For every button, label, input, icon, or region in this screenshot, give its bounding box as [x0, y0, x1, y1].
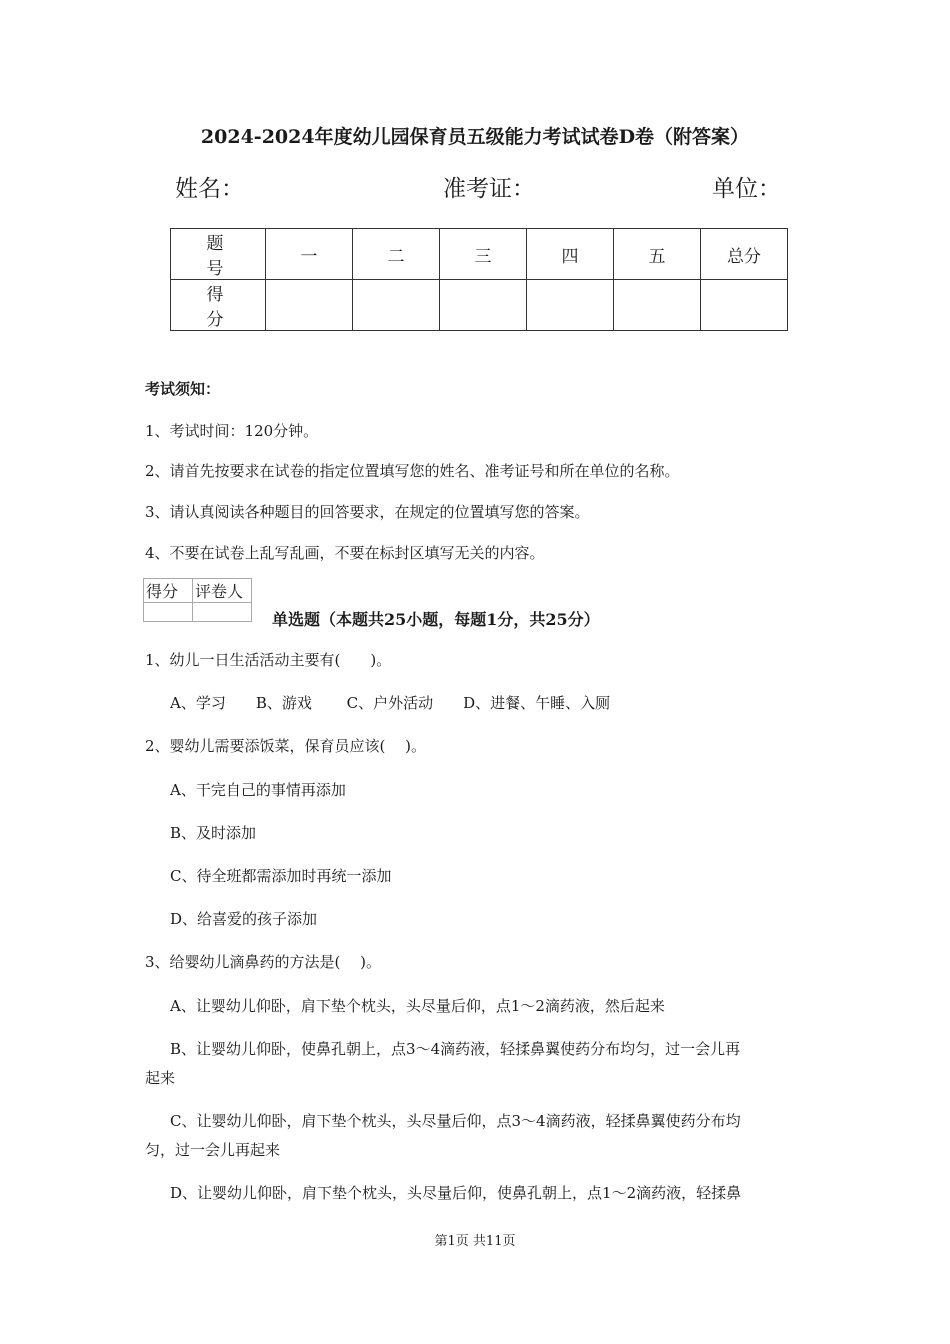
instruction-item: 1、考试时间：120分钟。 [145, 422, 319, 440]
exam-id-label: 准考证： [443, 176, 535, 202]
score-table-cell: 总分 [701, 229, 788, 280]
question-option: B、让婴幼儿仰卧，使鼻孔朝上，点3～4滴药液，轻揉鼻翼使药分布均匀，过一会儿再 [170, 1040, 741, 1058]
score-table-cell: 一 [266, 229, 353, 280]
score-table-cell: 二 [353, 229, 440, 280]
question-stem: 1、幼儿一日生活活动主要有( )。 [145, 651, 392, 669]
score-entry-cell[interactable] [701, 280, 788, 331]
score-table-cell: 题 号 [171, 229, 266, 280]
score-table-cell: 五 [614, 229, 701, 280]
question-option-continued: 起来 [145, 1069, 176, 1087]
question-option: A、干完自己的事情再添加 [170, 781, 346, 799]
question-option: D、让婴幼儿仰卧，肩下垫个枕头，头尽量后仰，使鼻孔朝上，点1～2滴药液，轻揉鼻 [170, 1184, 742, 1202]
section-heading: 单选题（本题共25小题，每题1分，共25分） [272, 610, 600, 629]
page-title: 2024-2024年度幼儿园保育员五级能力考试试卷D卷（附答案） [200, 126, 750, 148]
grader-name-entry[interactable] [193, 603, 252, 622]
question-option-continued: 匀，过一会儿再起来 [145, 1141, 281, 1159]
question-option: D、给喜爱的孩子添加 [170, 910, 318, 928]
question-option: A、让婴幼儿仰卧，肩下垫个枕头，头尽量后仰，点1～2滴药液，然后起来 [170, 997, 665, 1015]
score-table-cell: 得 分 [171, 280, 266, 331]
score-entry-cell[interactable] [266, 280, 353, 331]
score-table-header-row [171, 229, 788, 280]
score-entry-cell[interactable] [614, 280, 701, 331]
question-options: A、学习 B、游戏 C、户外活动 D、进餐、午睡、入厕 [170, 694, 611, 712]
unit-label: 单位： [712, 176, 781, 202]
question-stem: 3、给婴幼儿滴鼻药的方法是( )。 [145, 953, 382, 971]
question-stem: 2、婴幼儿需要添饭菜，保育员应该( )。 [145, 737, 427, 755]
instruction-item: 2、请首先按要求在试卷的指定位置填写您的姓名、准考证号和所在单位的名称。 [145, 462, 680, 480]
question-option: C、待全班都需添加时再统一添加 [170, 867, 392, 885]
score-table-cell: 四 [527, 229, 614, 280]
grader-name-label: 评卷人 [193, 579, 252, 603]
grader-box [143, 578, 252, 622]
instruction-item: 3、请认真阅读各种题目的回答要求，在规定的位置填写您的答案。 [145, 503, 590, 521]
page-footer: 第1页 共11页 [434, 1234, 516, 1249]
question-option: B、及时添加 [170, 824, 257, 842]
score-table [170, 228, 788, 331]
score-table-score-row [171, 280, 788, 331]
grader-score-entry[interactable] [144, 603, 193, 622]
instructions-heading: 考试须知： [145, 380, 221, 398]
grader-score-label: 得分 [144, 579, 193, 603]
score-entry-cell[interactable] [353, 280, 440, 331]
instruction-item: 4、不要在试卷上乱写乱画，不要在标封区填写无关的内容。 [145, 544, 545, 562]
score-entry-cell[interactable] [527, 280, 614, 331]
name-label: 姓名： [175, 176, 244, 202]
score-table-cell: 三 [440, 229, 527, 280]
question-option: C、让婴幼儿仰卧，肩下垫个枕头，头尽量后仰，点3～4滴药液，轻揉鼻翼使药分布均 [170, 1112, 741, 1130]
score-entry-cell[interactable] [440, 280, 527, 331]
